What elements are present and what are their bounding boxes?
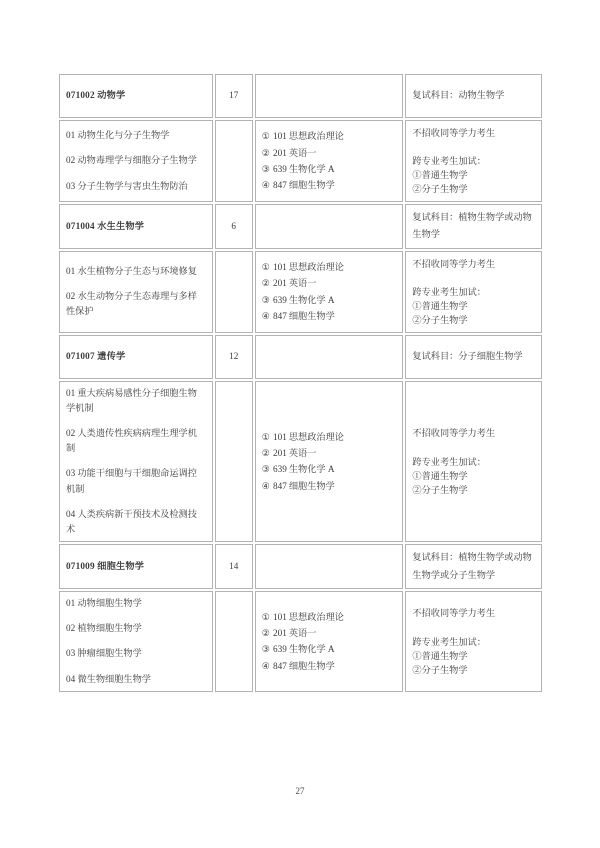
table-body <box>59 74 542 692</box>
exam-code: 639 <box>273 163 287 174</box>
research-directions <box>59 381 213 542</box>
exam-subject-item <box>262 128 397 144</box>
major-header-row <box>59 544 542 589</box>
remark-sub-note: ①普通生物学 <box>412 650 468 661</box>
research-direction-item: 02 动物毒理学与细胞分子生物学 <box>66 155 197 166</box>
exam-subjects-list <box>255 120 404 202</box>
exam-marker: ④ <box>261 480 271 491</box>
exam-subject-item <box>262 641 397 657</box>
research-direction-item: 01 水生植物分子生态与环境修复 <box>66 266 197 277</box>
remark-sub-note: ②分子生物学 <box>412 314 468 325</box>
retest-subject: 复试科目：动物生物学 <box>405 74 542 118</box>
exam-code: 101 <box>273 611 287 622</box>
exam-subject-header <box>255 544 404 589</box>
major-header-row <box>59 74 542 118</box>
enrollment-quota: 14 <box>215 544 253 589</box>
exam-subjects-list <box>255 591 404 692</box>
exam-code: 101 <box>273 131 287 142</box>
research-direction-item: 02 水生动物分子生态毒理与多样性保护 <box>66 291 197 317</box>
exam-subject-item <box>262 625 397 641</box>
exam-subject-item <box>262 292 397 308</box>
exam-name: 生物化学 A <box>288 644 335 655</box>
exam-name: 细胞生物学 <box>288 480 335 491</box>
exam-subject-item <box>262 259 397 275</box>
major-code-name: 071007 遗传学 <box>59 335 213 379</box>
exam-subject-item <box>262 429 397 445</box>
exam-code: 101 <box>273 431 287 442</box>
admission-remarks <box>405 591 542 692</box>
exam-code: 201 <box>273 448 287 459</box>
remark-sub-note: ②分子生物学 <box>412 184 468 195</box>
exam-marker: ② <box>261 628 271 639</box>
remark-spacer <box>412 273 535 286</box>
exam-code: 101 <box>273 262 287 273</box>
major-code-name: 071009 细胞生物学 <box>59 544 213 589</box>
exam-name: 细胞生物学 <box>288 180 335 191</box>
remark-sub-note: 跨专业考生加试： <box>412 156 486 167</box>
remark-main-note: 不招收同等学力考生 <box>412 428 496 439</box>
quota-spacer-cell <box>215 381 253 542</box>
enrollment-quota: 17 <box>215 74 253 118</box>
remark-sub-note: ①普通生物学 <box>412 170 468 181</box>
exam-marker: ① <box>261 611 271 622</box>
enrollment-quota: 12 <box>215 335 253 379</box>
exam-code: 639 <box>273 464 287 475</box>
research-directions <box>59 120 213 202</box>
exam-code: 847 <box>273 180 287 191</box>
remark-sub-note: ①普通生物学 <box>412 301 468 312</box>
exam-code: 847 <box>273 311 287 322</box>
remark-sub-note: ②分子生物学 <box>412 484 468 495</box>
research-direction-item: 03 肿瘤细胞生物学 <box>66 648 142 659</box>
exam-subject-header <box>255 74 404 118</box>
exam-marker: ③ <box>261 294 271 305</box>
remark-spacer <box>412 142 535 155</box>
remark-main-note: 不招收同等学力考生 <box>412 128 496 138</box>
exam-subject-item <box>262 478 397 494</box>
exam-name: 英语一 <box>288 278 317 289</box>
major-detail-row <box>59 251 542 333</box>
major-detail-row <box>59 381 542 542</box>
exam-code: 847 <box>273 480 287 491</box>
exam-code: 847 <box>273 660 287 671</box>
exam-subjects-list <box>255 381 404 542</box>
research-direction-item: 03 功能干细胞与干细胞命运调控机制 <box>66 468 197 494</box>
remark-spacer <box>412 443 535 456</box>
exam-name: 思想政治理论 <box>288 611 344 622</box>
admissions-catalog-table <box>57 72 544 694</box>
exam-subject-item <box>262 308 397 324</box>
exam-subject-header <box>255 335 404 379</box>
exam-name: 英语一 <box>288 448 317 459</box>
exam-name: 英语一 <box>288 628 317 639</box>
exam-subject-header <box>255 204 404 249</box>
exam-name: 英语一 <box>288 147 317 158</box>
exam-subject-item <box>262 177 397 193</box>
major-code-name: 071002 动物学 <box>59 74 213 118</box>
research-direction-item: 01 重大疾病易感性分子细胞生物学机制 <box>66 387 197 413</box>
research-directions <box>59 251 213 333</box>
remark-main-note: 不招收同等学力考生 <box>412 258 496 269</box>
research-direction-item: 04 人类疾病新干预技术及检测技术 <box>66 508 197 534</box>
exam-marker: ④ <box>261 180 271 191</box>
exam-marker: ④ <box>261 311 271 322</box>
exam-code: 639 <box>273 294 287 305</box>
remark-sub-note: 跨专业考生加试： <box>412 287 486 298</box>
retest-subject: 复试科目：植物生物学或动物生物学或分子生物学 <box>405 544 542 589</box>
enrollment-quota: 6 <box>215 204 253 249</box>
remark-sub-note: ②分子生物学 <box>412 664 468 675</box>
exam-marker: ① <box>261 431 271 442</box>
exam-marker: ③ <box>261 163 271 174</box>
exam-marker: ③ <box>261 644 271 655</box>
exam-name: 细胞生物学 <box>288 311 335 322</box>
exam-code: 201 <box>273 628 287 639</box>
exam-marker: ② <box>261 147 271 158</box>
research-direction-item: 01 动物生化与分子生物学 <box>66 130 170 141</box>
remark-main-note: 不招收同等学力考生 <box>412 608 496 619</box>
admission-remarks <box>405 120 542 202</box>
quota-spacer-cell <box>215 251 253 333</box>
exam-name: 思想政治理论 <box>288 262 344 273</box>
exam-marker: ① <box>261 262 271 273</box>
research-directions <box>59 591 213 692</box>
exam-subject-item <box>262 445 397 461</box>
research-direction-item: 01 动物细胞生物学 <box>66 598 142 609</box>
exam-code: 639 <box>273 644 287 655</box>
exam-marker: ② <box>261 278 271 289</box>
remark-sub-note: 跨专业考生加试： <box>412 636 486 647</box>
exam-name: 生物化学 A <box>288 163 335 174</box>
major-code-name: 071004 水生生物学 <box>59 204 213 249</box>
exam-name: 细胞生物学 <box>288 660 335 671</box>
exam-name: 思想政治理论 <box>288 131 344 142</box>
exam-name: 思想政治理论 <box>288 431 344 442</box>
exam-name: 生物化学 A <box>288 464 335 475</box>
admission-remarks <box>405 381 542 542</box>
research-direction-item: 02 植物细胞生物学 <box>66 623 142 634</box>
research-direction-item: 02 人类遗传性疾病病理生理学机制 <box>66 428 197 454</box>
exam-subject-item <box>262 145 397 161</box>
quota-spacer-cell <box>215 120 253 202</box>
exam-marker: ① <box>261 131 271 142</box>
exam-code: 201 <box>273 147 287 158</box>
exam-subject-item <box>262 461 397 477</box>
exam-marker: ③ <box>261 464 271 475</box>
exam-marker: ④ <box>261 660 271 671</box>
major-header-row <box>59 335 542 379</box>
page-number: 27 <box>295 786 305 796</box>
research-direction-item: 03 分子生物学与害虫生物防治 <box>66 180 188 191</box>
retest-subject: 复试科目：分子细胞生物学 <box>405 335 542 379</box>
exam-subject-item <box>262 275 397 291</box>
exam-subject-item <box>262 161 397 177</box>
retest-subject: 复试科目：植物生物学或动物生物学 <box>405 204 542 249</box>
quota-spacer-cell <box>215 591 253 692</box>
exam-marker: ② <box>261 448 271 459</box>
exam-subjects-list <box>255 251 404 333</box>
major-detail-row <box>59 591 542 692</box>
major-detail-row <box>59 120 542 202</box>
exam-subject-item <box>262 609 397 625</box>
exam-code: 201 <box>273 278 287 289</box>
exam-subject-item <box>262 658 397 674</box>
exam-name: 生物化学 A <box>288 294 335 305</box>
remark-sub-note: 跨专业考生加试： <box>412 456 486 467</box>
major-header-row <box>59 204 542 249</box>
research-direction-item: 04 微生物细胞生物学 <box>66 673 151 684</box>
remark-spacer <box>412 623 535 636</box>
admission-remarks <box>405 251 542 333</box>
remark-sub-note: ①普通生物学 <box>412 470 468 481</box>
